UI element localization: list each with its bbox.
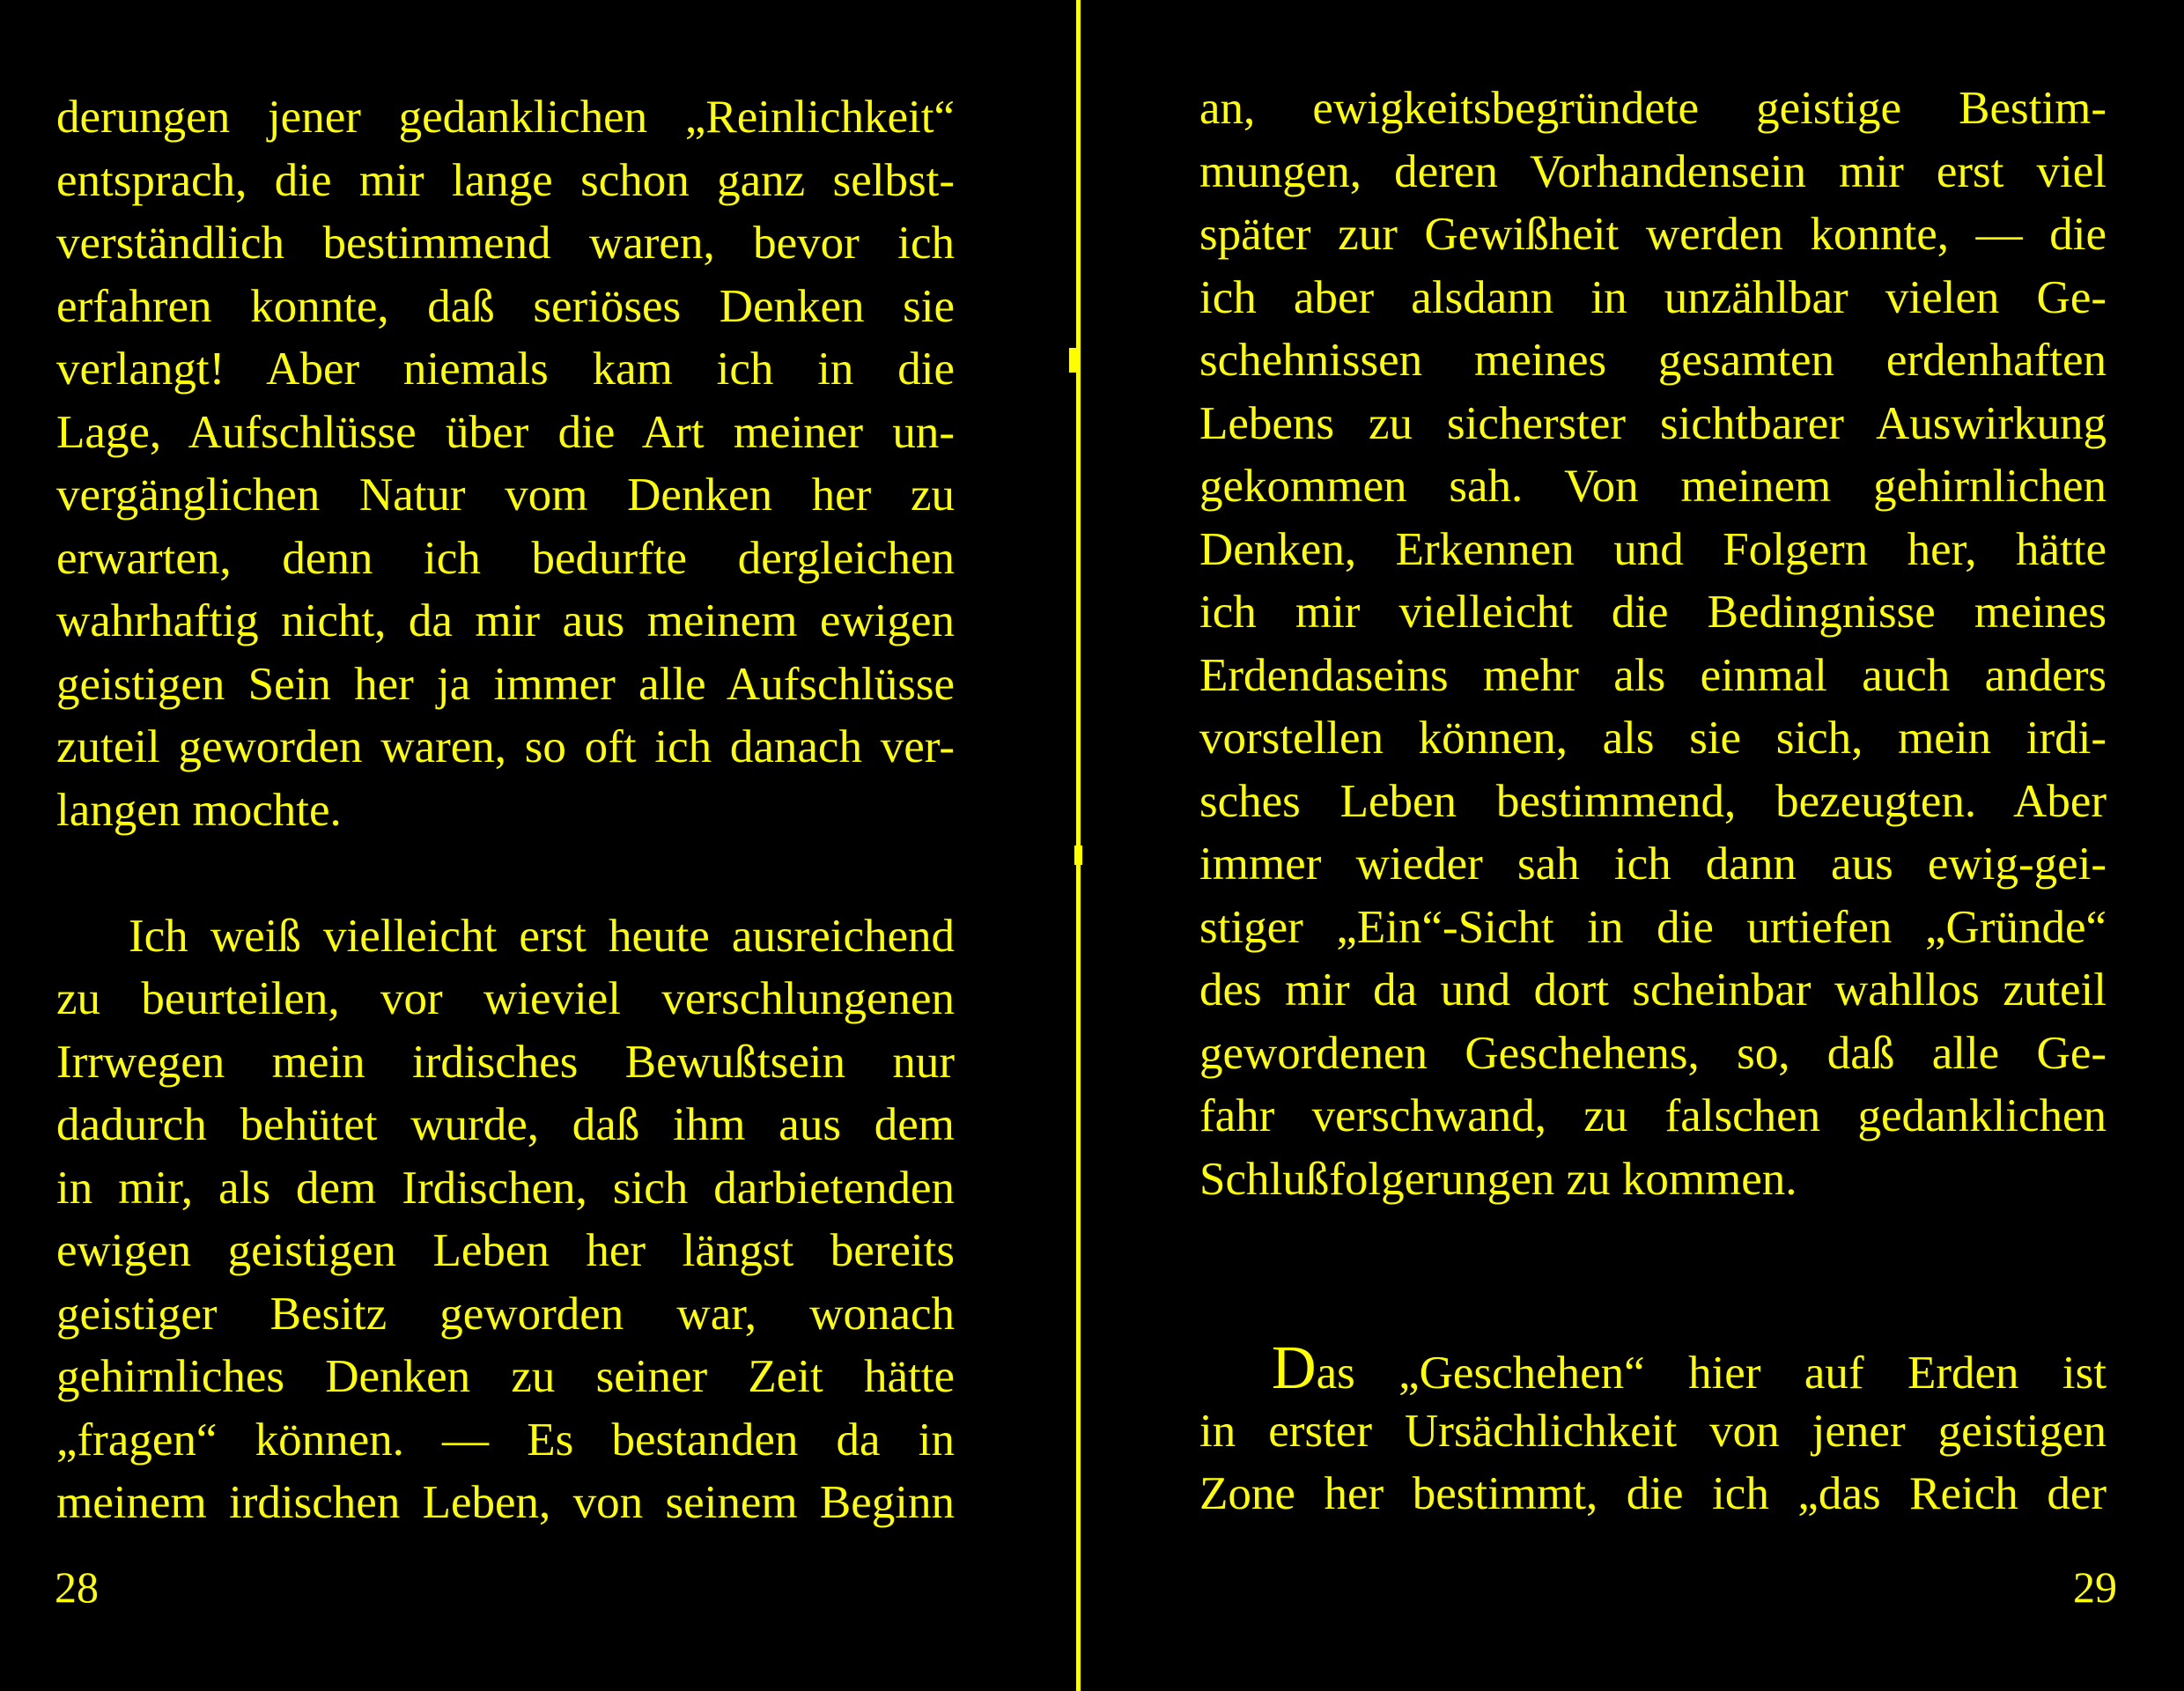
text-line: Erdendaseins mehr als einmal auch anders — [1199, 649, 2107, 701]
text-line: geistiger Besitz geworden war, wonach — [56, 1288, 955, 1340]
text-line: dadurch behütet wurde, daß ihm aus dem — [56, 1099, 955, 1150]
text-line: verlangt! Aber niemals kam ich in die — [56, 343, 955, 395]
text-line: gewordenen Geschehens, so, daß alle Ge- — [1199, 1027, 2107, 1079]
text-line: vergänglichen Natur vom Denken her zu — [56, 469, 955, 521]
text-line: verständlich bestimmend waren, bevor ich — [56, 218, 955, 269]
text-line: an, ewigkeitsbegründete geistige Bestim- — [1199, 83, 2107, 134]
page-number: 29 — [2073, 1562, 2117, 1612]
text-line-rest: as „Geschehen“ hier auf Erden ist — [1316, 1348, 2107, 1399]
paragraph-gap — [56, 842, 955, 905]
page-number: 28 — [55, 1562, 99, 1612]
text-line: erwarten, denn ich bedurfte dergleichen — [56, 532, 955, 584]
text-line: Ich weiß vielleicht erst heute ausreichend — [129, 910, 955, 962]
text-line: mungen, deren Vorhandensein mir erst viel — [1199, 145, 2107, 197]
text-line: vorstellen können, als sie sich, mein irdi- — [1199, 713, 2107, 764]
gutter-mark — [1074, 846, 1082, 865]
text-line — [1199, 1334, 2107, 1402]
text-line: Zone her bestimmt, die ich „das Reich der — [1199, 1468, 2107, 1519]
text-line: sches Leben bestimmend, bezeugten. Aber — [1199, 775, 2107, 827]
text-line: ich mir vielleicht die Bedingnisse meines — [1199, 587, 2107, 638]
left-page-text — [56, 86, 955, 1535]
text-line: fahr verschwand, zu falschen gedanklichen — [1199, 1090, 2107, 1141]
text-line: geistigen Sein her ja immer alle Aufschlüsse — [56, 658, 955, 710]
text-line: derungen jener gedanklichen „Reinlichkeit“ — [56, 92, 955, 143]
text-line: zu beurteilen, vor wieviel verschlungenen — [56, 973, 955, 1024]
gutter-mark — [1069, 348, 1076, 373]
text-line: zuteil geworden waren, so oft ich danach ver- — [56, 721, 955, 772]
text-line: wahrhaftig nicht, da mir aus meinem ewigen — [56, 595, 955, 646]
text-line: später zur Gewißheit werden konnte, — die — [1199, 209, 2107, 260]
text-line: Lage, Aufschlüsse über die Art meiner un- — [56, 406, 955, 458]
text-line: langen mochte. — [56, 784, 342, 836]
right-page-text — [1199, 78, 2107, 1526]
text-line: ich aber alsdann in unzählbar vielen Ge- — [1199, 271, 2107, 323]
text-line: „fragen“ können. — Es bestanden da in — [56, 1414, 955, 1466]
text-line: ewigen geistigen Leben her längst bereits — [56, 1225, 955, 1276]
text-line: gekommen sah. Von meinem gehirnlichen — [1199, 461, 2107, 512]
text-line: in erster Ursächlichkeit von jener geistigen — [1199, 1405, 2107, 1457]
text-line: gehirnliches Denken zu seiner Zeit hätte — [56, 1351, 955, 1402]
text-line: Lebens zu sicherster sichtbarer Auswirkung — [1199, 397, 2107, 449]
text-line: Schlußfolgerungen zu kommen. — [1199, 1153, 1797, 1205]
text-line: immer wieder sah ich dann aus ewig-gei- — [1199, 838, 2107, 890]
text-line: Irrwegen mein irdisches Bewußtsein nur — [56, 1036, 955, 1088]
drop-cap: D — [1272, 1334, 1317, 1402]
text-line: Denken, Erkennen und Folgern her, hätte — [1199, 523, 2107, 575]
text-line: schehnissen meines gesamten erdenhaften — [1199, 335, 2107, 386]
text-line: entsprach, die mir lange schon ganz selbst- — [56, 154, 955, 206]
text-line: des mir da und dort scheinbar wahllos zuteil — [1199, 964, 2107, 1015]
text-line: meinem irdischen Leben, von seinem Beginn — [56, 1477, 955, 1528]
paragraph-gap — [1199, 1211, 2107, 1337]
text-line: in mir, als dem Irdischen, sich darbietenden — [56, 1162, 955, 1214]
text-line: erfahren konnte, daß seriöses Denken sie — [56, 280, 955, 332]
text-line: stiger „Ein“-Sicht in die urtiefen „Gründe“ — [1199, 901, 2107, 953]
left-page — [0, 0, 1073, 1691]
right-page — [1085, 0, 2184, 1691]
